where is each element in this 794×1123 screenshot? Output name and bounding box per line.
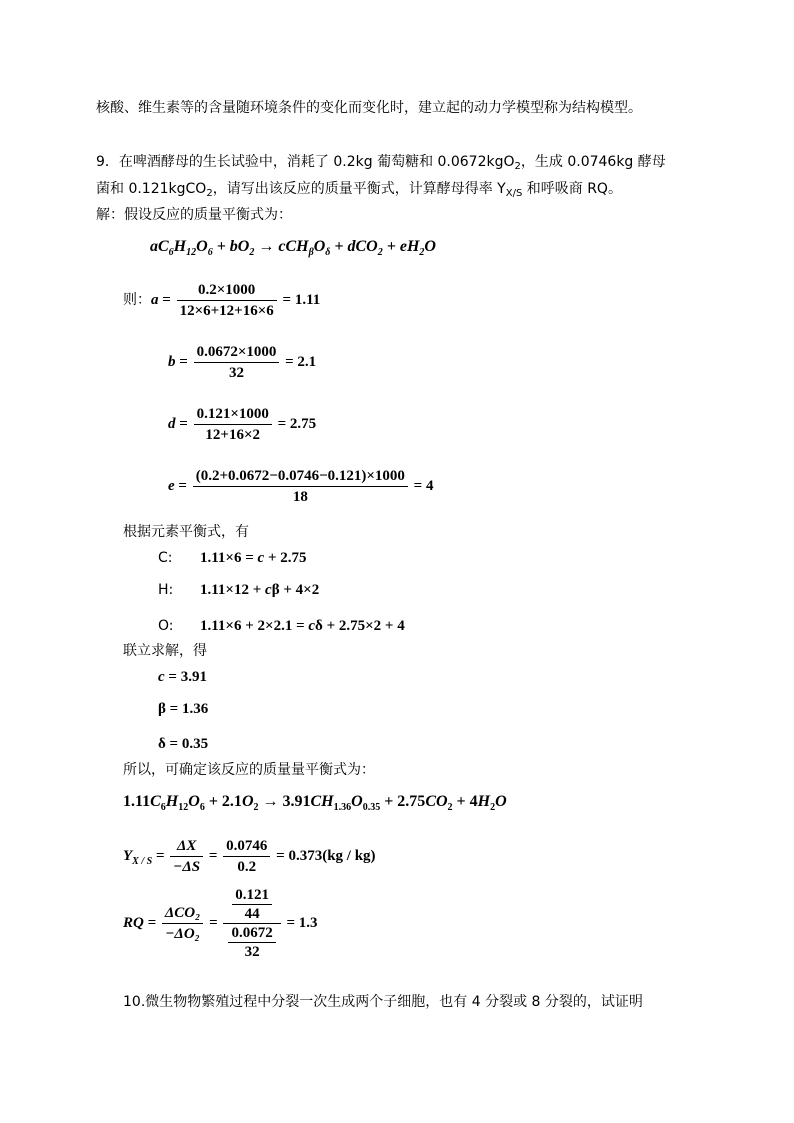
- element-c-label: C:: [158, 550, 173, 566]
- eq-e-rhs: = 4: [413, 477, 434, 494]
- intro-line: 核酸、维生素等的含量随环境条件的变化而变化时，建立起的动力学模型称为结构模型。: [96, 100, 642, 116]
- rq-frac-2: [223, 886, 280, 961]
- eq-a-num: 0.2×1000: [177, 280, 277, 301]
- element-h-label: H:: [158, 582, 174, 598]
- q9-line2: [96, 180, 622, 203]
- eq-b-fraction: [194, 342, 280, 383]
- equation-b: b = $\frac{0.0672\times 1000}{32}$ = 2.1: [168, 344, 317, 381]
- rq-frac-1: [162, 903, 203, 944]
- eq-a-fraction: [177, 280, 277, 321]
- rq-nd: 44: [244, 906, 260, 922]
- rq-dn: 0.0672: [228, 924, 275, 943]
- eq-d-den: 12+16×2: [205, 427, 261, 443]
- rq-dd: 32: [244, 944, 260, 960]
- rq-nn: 0.121: [232, 886, 272, 905]
- yield-rhs: = 0.373(kg / kg): [276, 847, 376, 864]
- q9-line2-sub-xs: X/S: [505, 188, 523, 199]
- rq-rhs: = 1.3: [286, 914, 318, 931]
- general-reaction-equation: $aC_6H_{12}O_6 + bO_2 \to cCH_\beta O_\delta + dCO_2 + eH_2O$: [150, 238, 436, 258]
- q9-line1: [96, 153, 666, 176]
- q9-line1-a: 9．在啤酒酵母的生长试验中，消耗了 0.2kg 葡萄糖和 0.0672kgO: [96, 154, 515, 170]
- element-h-var: c: [265, 582, 272, 598]
- rq-inner-frac-top: [232, 886, 272, 923]
- element-balance-intro: 根据元素平衡式，有: [123, 524, 249, 540]
- solve-intro: 联立求解，得: [123, 643, 207, 659]
- yield-equation: $Y_{X / S}$ = $\frac{\Delta X}{-\Delta S}$ = $\frac{0.0746}{0.2}$ = 0.373(kg / kg): [123, 838, 376, 875]
- solution-intro: 解：假设反应的质量平衡式为：: [96, 207, 292, 223]
- eq-d-rhs: = 2.75: [277, 415, 317, 432]
- eq-e-lhs: e: [168, 477, 175, 494]
- q9-line2-c: 和呼吸商 RQ。: [522, 181, 622, 197]
- q9-line1-sub: 2: [514, 161, 521, 172]
- element-c-var: c: [257, 550, 265, 566]
- equation-e: e = $\frac{(0.2+0.0672-0.0746-0.121)\times 1000}{18}$ = 4: [168, 468, 434, 505]
- then-label: 则：: [123, 291, 151, 308]
- element-balance-c: [158, 549, 307, 567]
- solution-beta: β = 1.36: [158, 701, 209, 717]
- yield-den1: −ΔS: [173, 859, 201, 875]
- yield-num2: 0.0746: [223, 836, 270, 857]
- yield-num1: ΔX: [170, 836, 203, 857]
- yield-frac-2: [223, 836, 270, 877]
- final-reaction-equation: $1.11C_6H_{12}O_6 + 2.1O_2 \to 3.91CH_{1.36}O_{0.35} + 2.75CO_2 + 4H_2O$: [123, 793, 507, 813]
- eq-d-fraction: [194, 404, 272, 445]
- solution-delta: δ = 0.35: [158, 736, 209, 752]
- eq-a-lhs: a: [151, 291, 159, 308]
- rq-den1: −ΔO₂: [165, 926, 200, 942]
- q9-line2-a: 菌和 0.121kgCO: [96, 181, 207, 197]
- q9-line2-sub: 2: [206, 188, 213, 199]
- eq-b-lhs: b: [168, 353, 176, 370]
- eq-a-rhs: = 1.11: [282, 291, 321, 308]
- eq-e-num: (0.2+0.0672−0.0746−0.121)×1000: [193, 466, 408, 487]
- element-h-expr-a: 1.11×12 +: [200, 582, 266, 598]
- rq-inner-frac-bottom: [228, 924, 275, 961]
- yield-frac-1: [170, 836, 203, 877]
- sol-c-var: c: [158, 669, 165, 685]
- element-o-label: O:: [158, 618, 174, 634]
- element-balance-o: [158, 617, 405, 635]
- q9-line2-b: ，请写出该反应的质量平衡式，计算酵母得率 Y: [212, 181, 506, 197]
- q10-line: 10.微生物物繁殖过程中分裂一次生成两个子细胞，也有 4 分裂或 8 分裂的，试证明: [123, 994, 643, 1010]
- eq-d-num: 0.121×1000: [194, 404, 272, 425]
- rq-equation: RQ = $\frac{\text{ΔCO₂}}{\text{−ΔO₂}}$ = $\frac{\frac{0.121}{44}}{\frac{0.0672}{32}}$ = 1.3: [123, 887, 318, 960]
- sol-c-rest: = 3.91: [164, 669, 207, 685]
- conclusion-intro: 所以，可确定该反应的质量量平衡式为：: [123, 762, 375, 778]
- rq-num1: ΔCO₂: [162, 903, 203, 924]
- element-balance-h: [158, 581, 319, 599]
- eq-b-rhs: = 2.1: [285, 353, 317, 370]
- eq-a-den: 12×6+12+16×6: [179, 303, 274, 319]
- solution-c: [158, 668, 207, 686]
- q9-line1-b: ，生成 0.0746kg 酵母: [520, 154, 666, 170]
- eq-d-lhs: d: [168, 415, 176, 432]
- element-h-expr-b: β + 4×2: [271, 582, 320, 598]
- equation-a: 则：a = $\frac{0.2\times 1000}{12\times 6+12+16\times 6}$ = 1.11: [123, 282, 321, 319]
- element-c-expr-b: + 2.75: [264, 550, 307, 566]
- yield-den2: 0.2: [237, 859, 257, 875]
- eq-b-num: 0.0672×1000: [194, 342, 280, 363]
- element-c-expr-a: 1.11×6 =: [200, 550, 258, 566]
- element-o-expr-b: δ + 2.75×2 + 4: [315, 618, 405, 634]
- equation-d: d = $\frac{0.121\times 1000}{12+16\times 2}$ = 2.75: [168, 406, 317, 443]
- eq-e-fraction: [193, 466, 408, 507]
- eq-b-den: 32: [228, 365, 244, 381]
- element-o-expr-a: 1.11×6 + 2×2.1 =: [200, 618, 309, 634]
- rq-lhs: RQ =: [123, 914, 157, 931]
- eq-e-den: 18: [292, 489, 308, 505]
- element-o-var: c: [308, 618, 316, 634]
